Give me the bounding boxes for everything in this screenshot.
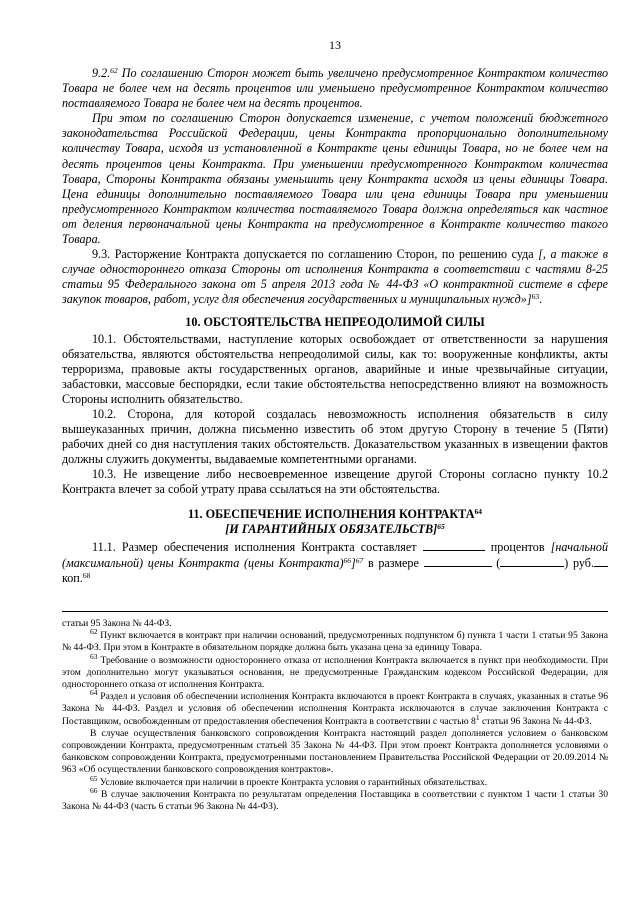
footnote-64-superscript: 1 [475,712,480,722]
footnote-ref-63: 63 [531,292,540,302]
footnote-64-paragraph-2: В случае осуществления банковского сопровождения Контракта настоящий раздел дополняется условием о банковском сопровождении Контракта, предусмотренным статьей 35 Закона № 44-ФЗ. При этом проект Контракта дополняется условиями о банковском сопровождении Контракта, предусмотренными постановлением Правительства Российской Федерации от 20.09.2014 № 963 «Об осуществлении банковского сопровождения контрактов». [62,727,608,776]
footnote-ref-65: 65 [437,521,445,531]
footnote-62-text: Пункт включается в контракт при наличии оснований, предусмотренных подпунктом б) пункта 1 части 1 статьи 95 Закона № 44-ФЗ. При этом в Контракте в обязательном порядке должна быть указана цена за единицу Товара. [62,630,608,654]
footnote-64 [62,688,608,728]
clause-9-2-continuation: При этом по соглашению Сторон допускается изменение, с учетом положений бюджетного законодательства Российской Федерации, цены Контракта пропорционально дополнительному количеству Товара, исходя из установленной в Контракте цены единицы Товара, но не более чем на десять процентов цены Контракта. При уменьшении предусмотренного Контрактом количества Товара, Стороны Контракта обязаны уменьшить цену Контракта исходя из цены единицы Товара. Цена единицы дополнительно поставляемого Товара или цена единицы Товара при уменьшении предусмотренного Контрактом количества поставляемого Товара должна определяться как частное от деления первоначальной цены Контракта на предусмотренное в Контракте количество такого Товара. [62,111,608,247]
footnote-64-text-b: статьи 96 Закона № 44-ФЗ. [479,715,592,727]
clause-11-1-rub: ) руб. [564,555,594,570]
amount-blank [424,555,492,567]
footnote-62-marker: 62 [90,627,98,637]
footnote-65-text: Условие включается при наличии в проекте Контракта условия о гарантийных обязательствах. [97,776,488,788]
footnote-63-marker: 63 [90,651,98,661]
footnote-ref-64: 64 [474,506,482,516]
clause-11-1-text-c: в размере [363,555,424,570]
clause-11-1 [62,539,608,586]
section-10-title: 10. ОБСТОЯТЕЛЬСТВА НЕПРЕОДОЛИМОЙ СИЛЫ [185,314,485,329]
clause-10-1: 10.1. Обстоятельствами, наступление которых освобождает от ответственности за нарушения обязательства, являются обстоятельства непреодолимой силы, как то: вооруженные конфликты, акты терроризма, правовые акты государственных органов, аварийные и иные чрезвычайные ситуации, забастовки, массовые беспорядки, если такие обстоятельства непосредственно влияют на возможность Стороны исполнить обязательство. [62,331,608,406]
page-number: 13 [329,38,341,52]
clause-11-1-text-b: процентов [484,539,551,554]
footnote-64-marker: 64 [90,688,98,698]
clause-11-1-italic: [начальной (максимальной) цены Контракта (цены Контракта) [62,539,608,570]
footnote-66 [62,785,608,813]
footnote-ref-68: 68 [82,570,91,580]
kopecks-blank [594,555,608,567]
footnote-ref-62: 62 [110,66,118,75]
clause-9-2-text: По соглашению Сторон может быть увеличено предусмотренное Контрактом количество Товара не более чем на десять процентов или уменьшено предусмотренное Контрактом количество поставляемого Товара не более чем на десять процентов. [62,66,608,111]
section-11-subtitle-text: [И ГАРАНТИЙНЫХ ОБЯЗАТЕЛЬСТВ] [225,521,438,536]
footnote-66-text: В случае заключения Контракта по результатам определения Поставщика в соответствии с пунктом 1 части 1 статьи 30 Закона № 44-ФЗ (часть 6 статьи 96 Закона № 44-ФЗ). [62,788,608,813]
clause-9-3-italic: [, а также в случае одностороннего отказа Стороны от исполнения Контракта в соответствии с частями 8-25 статьи 95 Федерального закона от 5 апреля 2013 года № 44-ФЗ «О контрактной системе в сфере закупок товаров, работ, услуг для обеспечения государственных и муниципальных нужд»] [62,247,608,307]
amount-words-blank [500,555,564,567]
footnote-separator [62,611,608,612]
clause-11-1-bracket: ] [351,555,356,570]
footnote-continuation: статьи 95 Закона № 44-ФЗ. [62,618,172,629]
footnote-63-text: Требование о возможности одностороннего отказа от исполнения Контракта включается в пункт при необходимости. При этом дополнительно могут указываться основания, не предусмотренные Гражданским кодексом Российской Федерации, для одностороннего отказа от исполнения Контракта. [62,654,608,691]
footnote-ref-67: 67 [355,555,364,565]
footnote-ref-66: 66 [343,555,352,565]
footnote-65-marker: 65 [90,773,98,783]
footnote-62 [62,627,608,654]
clause-9-3-end: . [539,292,543,307]
clause-10-2: 10.2. Сторона, для которой создалась невозможность исполнения обязательств в силу вышеуказанных причин, должна письменно известить об этом другую Сторону в течение 5 (Пяти) рабочих дней со дня наступления таких обстоятельств. Доказательством указанных в извещении фактов должны служить документы, выдаваемые компетентными органами. [62,406,608,467]
clause-9-3-text: 9.3. Расторжение Контракта допускается по соглашению Сторон, по решению суда [92,247,539,262]
footnote-63 [62,651,608,692]
contract-body [62,66,608,586]
clause-9-3 [62,247,608,307]
clause-11-1-kop: коп. [62,570,83,585]
clause-9-2 [62,66,608,111]
section-11-title-text: 11. ОБЕСПЕЧЕНИЕ ИСПОЛНЕНИЯ КОНТРАКТА [188,506,475,521]
footnotes [62,618,608,813]
clause-11-1-text-a: 11.1. Размер обеспечения исполнения Контракта составляет [92,539,423,554]
clause-11-1-paren-open: ( [496,555,501,570]
percent-blank [423,539,485,551]
footnote-65 [62,773,608,789]
section-11-title [62,507,608,537]
clause-9-2-number: 9.2. [92,66,111,80]
section-11-subtitle [62,522,608,537]
clause-10-3: 10.3. Не извещение либо несвоевременное извещение другой Стороны согласно пункту 10.2 Контракта влечет за собой утрату права ссылаться на эти обстоятельства. [62,467,608,497]
footnote-64-text-a: Раздел и условия об обеспечении исполнения Контракта включаются в проект Контракта в случаях, указанных в статье 96 Закона № 44-ФЗ. Раздел и условия об обеспечении исполнения Контракта исключаются в случае заключения Контракта с Поставщиком, освобожденным от предоставления обеспечения Контракта в соответствии с частью 8 [62,691,608,727]
footnote-66-marker: 66 [90,785,98,795]
